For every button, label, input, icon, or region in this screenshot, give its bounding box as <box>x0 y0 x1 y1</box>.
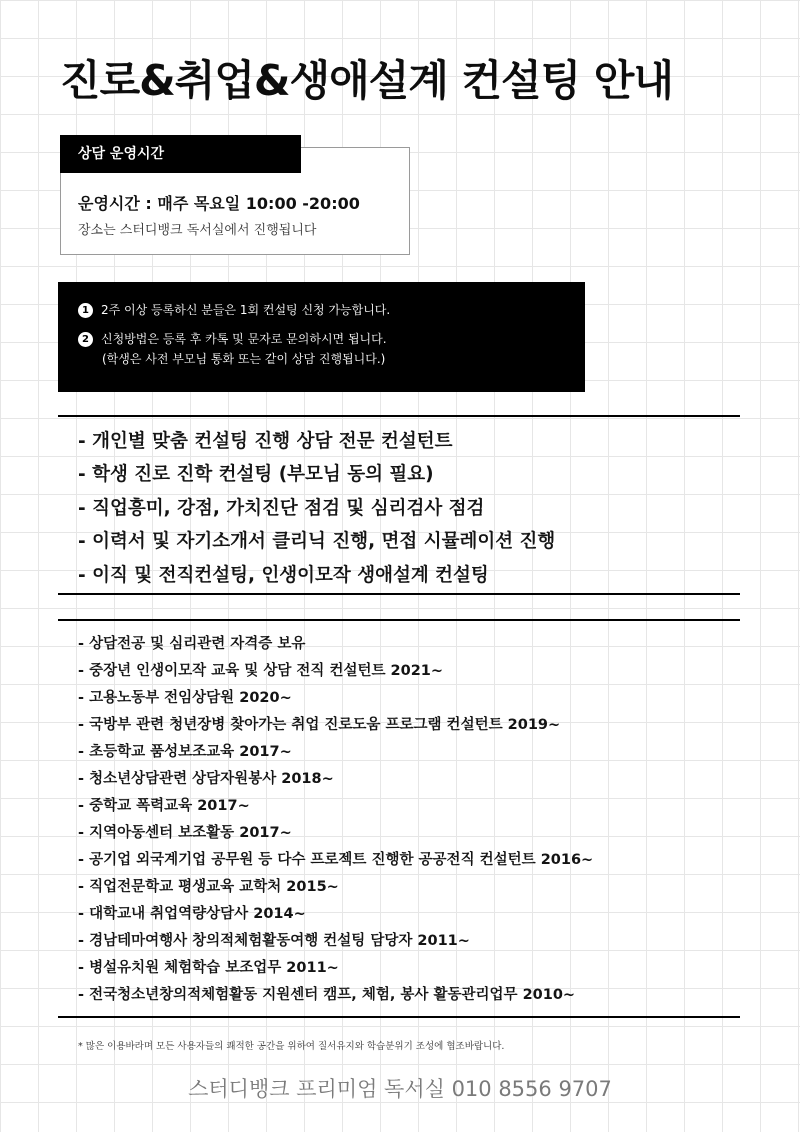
career-list <box>78 631 758 1009</box>
divider <box>58 619 740 621</box>
notice-note: (학생은 사전 부모님 통화 또는 같이 상담 진행됩니다.) <box>102 352 386 366</box>
divider <box>58 415 740 417</box>
divider <box>58 593 740 595</box>
operating-hours-tab: 상담 운영시간 <box>60 135 301 173</box>
notice-item-2-text: 신청방법은 등록 후 카톡 및 문자로 문의하시면 됩니다. <box>101 332 387 346</box>
contact-info: 스터디뱅크 프리미엄 독서실 010 8556 9707 <box>188 1077 612 1101</box>
career-item: - 지역아동센터 보조활동 2017~ <box>78 825 292 841</box>
location-text: 장소는 스터디뱅크 독서실에서 진행됩니다 <box>78 223 317 238</box>
notice-item-1 <box>78 301 390 318</box>
career-item: - 고용노동부 전임상담원 2020~ <box>78 690 292 706</box>
career-item: - 청소년상담관련 상담자원봉사 2018~ <box>78 771 334 787</box>
number-1-icon: 1 <box>78 303 93 318</box>
career-item: - 대학교내 취업역량상담사 2014~ <box>78 906 306 922</box>
service-item: - 이직 및 전직컨설팅, 인생이모작 생애설계 컨설팅 <box>78 564 489 586</box>
career-item: - 중장년 인생이모작 교육 및 상담 전직 컨설턴트 2021~ <box>78 663 444 679</box>
page-title: 진로&취업&생애설계 컨설팅 안내 <box>60 56 673 105</box>
service-item: - 이력서 및 자기소개서 클리닉 진행, 면접 시뮬레이션 진행 <box>78 531 556 553</box>
career-item: - 전국청소년창의적체험활동 지원센터 캠프, 체험, 봉사 활동관리업무 2010~ <box>78 987 576 1003</box>
career-item: - 공기업 외국계기업 공무원 등 다수 프로젝트 진행한 공공전직 컨설턴트 2016~ <box>78 852 594 868</box>
notice-box <box>58 282 585 392</box>
notice-item-2 <box>78 330 387 347</box>
service-item: - 직업흥미, 강점, 가치진단 점검 및 심리검사 점검 <box>78 497 485 519</box>
career-item: - 병설유치원 체험학습 보조업무 2011~ <box>78 960 339 976</box>
divider <box>58 1016 740 1018</box>
career-item: - 중학교 폭력교육 2017~ <box>78 798 250 814</box>
career-item: - 초등학교 품성보조교육 2017~ <box>78 744 292 760</box>
operating-hours-text: 운영시간 : 매주 목요일 10:00 -20:00 <box>78 194 360 213</box>
notice-item-1-text: 2주 이상 등록하신 분들은 1회 컨설팅 신청 가능합니다. <box>101 303 391 317</box>
footnote: * 많은 이용바라며 모든 사용자들의 쾌적한 공간을 위하여 질서유지와 학습분위기 조성에 협조바랍니다. <box>78 1041 505 1052</box>
career-item: - 직업전문학교 평생교육 교학처 2015~ <box>78 879 339 895</box>
career-item: - 경남테마여행사 창의적체험활동여행 컨설팅 담당자 2011~ <box>78 933 470 949</box>
service-item: - 학생 진로 진학 컨설팅 (부모님 동의 필요) <box>78 464 434 486</box>
service-item: - 개인별 맞춤 컨설팅 진행 상담 전문 컨설턴트 <box>78 431 453 452</box>
career-item: - 국방부 관련 청년장병 찾아가는 취업 진로도움 프로그램 컨설턴트 2019~ <box>78 717 561 733</box>
services-list <box>78 425 758 592</box>
number-2-icon: 2 <box>78 332 93 347</box>
career-item: - 상담전공 및 심리관련 자격증 보유 <box>78 636 306 652</box>
